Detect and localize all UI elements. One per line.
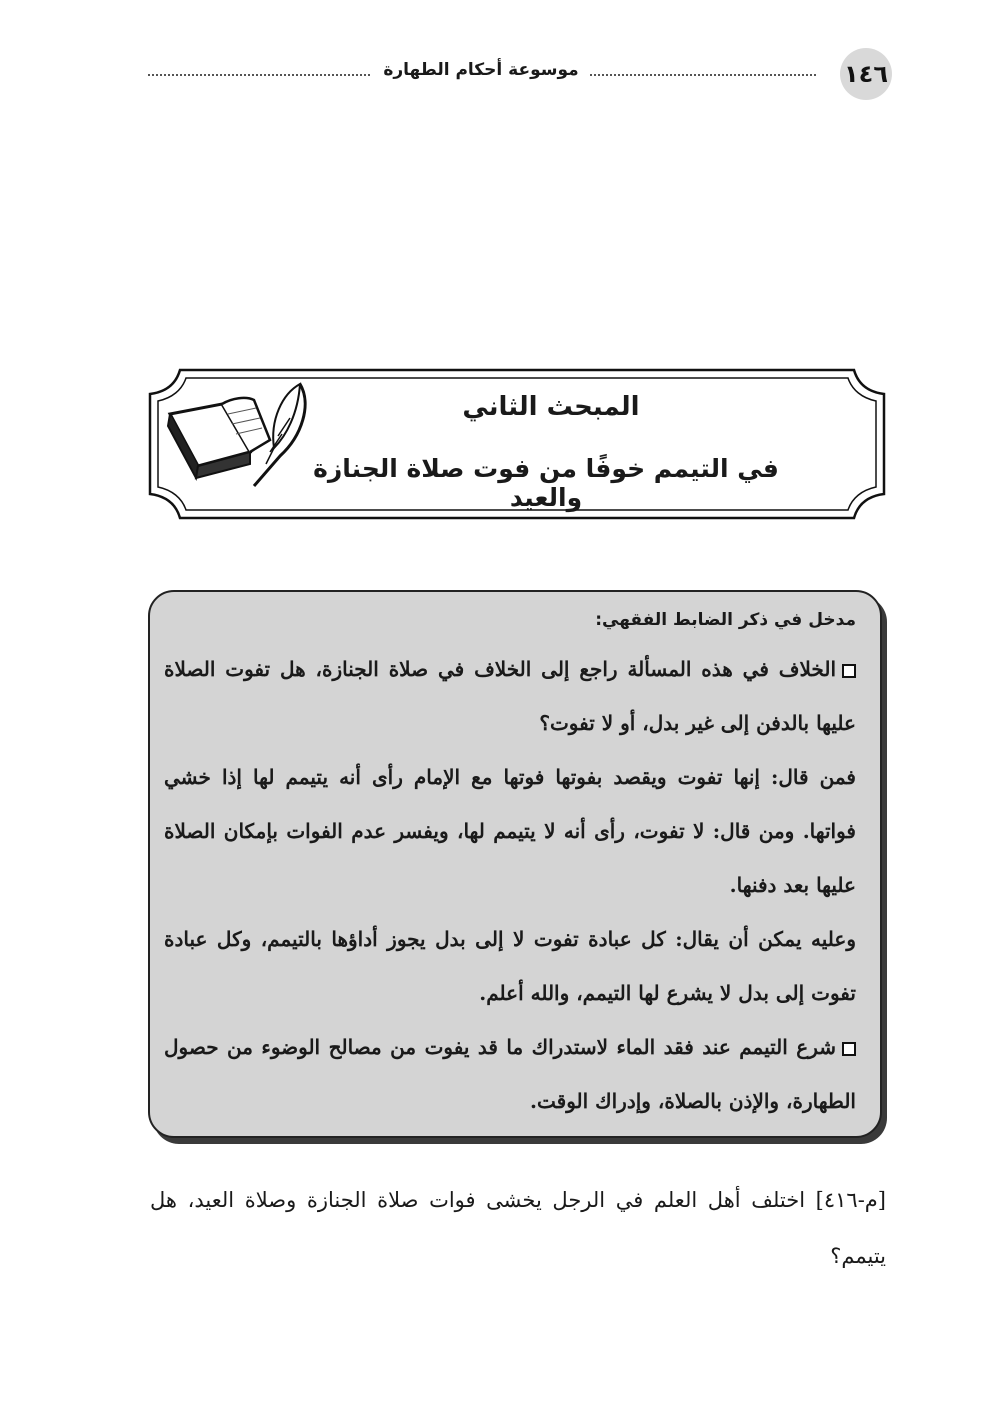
running-head-title: موسوعة أحكام الطهارة — [383, 60, 579, 80]
rule-paragraph-1-text: الخلاف في هذه المسألة راجع إلى الخلاف في صلاة الجنازة، هل تفوت الصلاة عليها بالدفن إلى غير بدل، أو لا تفوت؟ — [164, 657, 856, 735]
rule-paragraph-3: وعليه يمكن أن يقال: كل عبادة تفوت لا إلى بدل يجوز أداؤها بالتيمم، وكل عبادة تفوت إلى بدل لا يشرع لها التيمم، والله أعلم. — [164, 927, 856, 1005]
rule-box-heading: مدخل في ذكر الضابط الفقهي: — [595, 610, 856, 630]
checkbox-bullet-icon — [842, 1042, 856, 1056]
checkbox-bullet-icon — [842, 664, 856, 678]
rule-paragraph-4 — [164, 1020, 856, 1128]
page-header — [140, 48, 892, 98]
page-number: ١٤٦ — [840, 48, 892, 100]
fiqh-rule-box — [148, 590, 882, 1138]
book-quill-icon — [162, 374, 312, 494]
rule-paragraph-4-text: شرع التيمم عند فقد الماء لاستدراك ما قد يفوت من مصالح الوضوء من حصول الطهارة، والإذن بالصلاة، وإدراك الوقت. — [164, 1035, 856, 1113]
rule-paragraph-1 — [164, 642, 856, 750]
section-title-frame — [146, 366, 888, 522]
section-heading: المبحث الثاني — [462, 392, 640, 422]
body-paragraph: [م-٤١٦] اختلف أهل العلم في الرجل يخشى فوات صلاة الجنازة وصلاة العيد، هل يتيمم؟ — [150, 1188, 886, 1268]
section-subheading: في التيمم خوفًا من فوت صلاة الجنازة والعيد — [313, 454, 779, 512]
rule-paragraph-2: فمن قال: إنها تفوت ويقصد بفوتها فوتها مع الإمام رأى أنه يتيمم لها إذا خشي فواتها. ومن قال: لا تفوت، رأى أنه لا يتيمم لها، ويفسر عدم الفوات بإمكان الصلاة عليها بعد دفنها. — [164, 765, 856, 897]
